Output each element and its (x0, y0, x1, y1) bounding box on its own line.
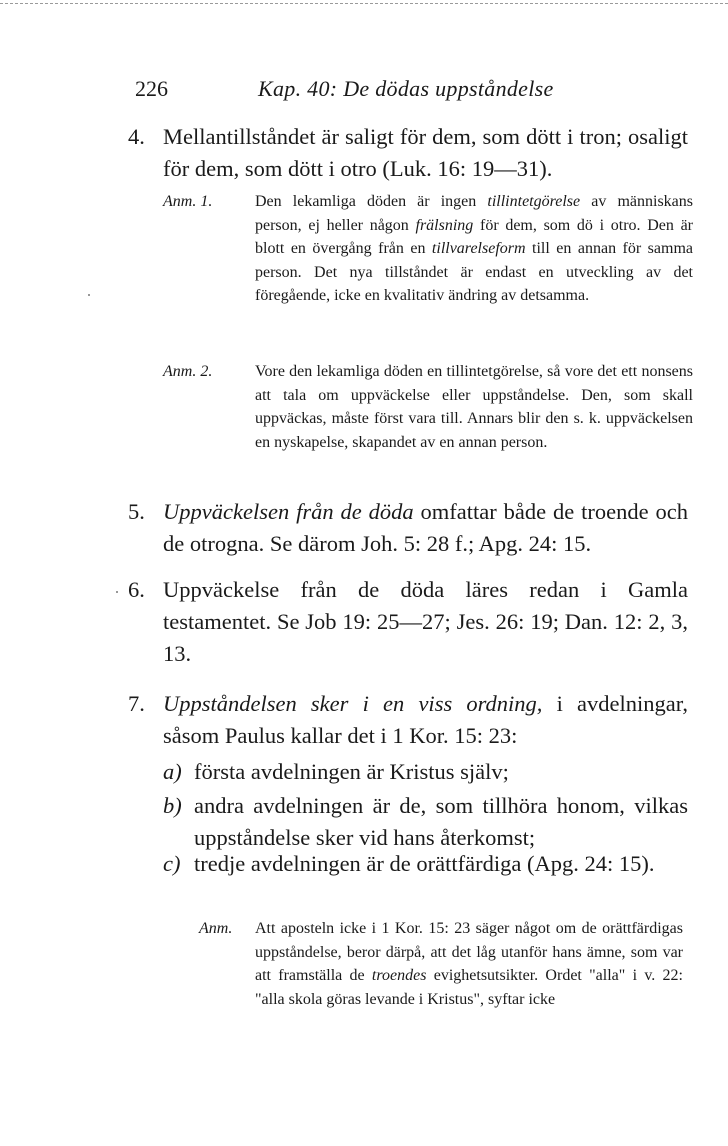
italic-text-segment: troendes (371, 967, 427, 984)
sub-item-text: första avdelningen är Kristus själv; (194, 759, 509, 784)
text-segment: i avdelningar, såsom Paulus kallar det i 1 Kor. 15: 23: (163, 691, 688, 748)
italic-text-segment: tillvarelseform (431, 240, 526, 257)
item-text (163, 574, 688, 670)
text-segment: Den lekamliga döden är ingen (255, 193, 488, 210)
note-anm-final (199, 917, 683, 1011)
note-text (255, 917, 683, 1011)
item-text (163, 496, 688, 560)
text-segment: Mellantillståndet är saligt för dem, som dött i tron; osaligt för dem, som dött i otro (Luk. 16: 19—31). (163, 124, 688, 181)
sub-item-label: a) (163, 759, 182, 784)
sub-item-label: c) (163, 851, 181, 876)
item-number: 5. (128, 499, 145, 524)
text-segment: Vore den lekamliga döden en tillintetgörelse, så vore det ett nonsens att tala om uppväckelse eller uppståndelse. Den, som skall uppväckas, måste först vara till. Annars blir den s. k. uppväckelsen en nyskapelse, skapandet av en annan person. (255, 363, 693, 451)
running-title: Kap. 40: De dödas uppståndelse (258, 76, 554, 101)
item-text (163, 121, 688, 185)
note-text (255, 190, 693, 308)
item-number: 4. (128, 124, 145, 149)
list-item-5 (128, 496, 688, 560)
text-segment: evighetsutsikter. Ordet "alla" i v. 22: "alla skola göras levande i Kristus", syftar icke (255, 967, 684, 1008)
list-item-7 (128, 688, 688, 752)
text-segment: för dem, som dö i otro. Den är blott en övergång från en (255, 216, 693, 257)
page-number: 226 (135, 76, 168, 101)
scan-speck (116, 591, 118, 593)
italic-text-segment: Uppståndelsen sker i en viss ordning, (163, 691, 543, 716)
sub-item-b (163, 790, 688, 854)
italic-text-segment: frälsning (415, 216, 474, 234)
text-segment: till en annan för samma person. Det nya tillståndet är endast en utveckling av det föregående, icke en kvalitativ ändring av detsamma. (255, 240, 693, 304)
list-item-4 (128, 121, 688, 185)
note-label: Anm. (199, 920, 233, 937)
italic-text-segment: tillintetgörelse (487, 193, 581, 210)
item-number: 6. (128, 577, 145, 602)
note-label: Anm. 1. (163, 193, 213, 210)
item-text (163, 688, 688, 752)
item-number: 7. (128, 691, 145, 716)
sub-item-text: andra avdelningen är de, som tillhöra honom, vilkas uppståndelse sker vid hans återkomst; (194, 793, 688, 850)
sub-item-label: b) (163, 793, 182, 818)
sub-item-c (163, 848, 688, 880)
text-segment: omfattar både de troende och de otrogna. Se därom Joh. 5: 28 f.; Apg. 24: 15. (163, 499, 688, 556)
sub-item-a (163, 756, 688, 788)
sub-item-text: tredje avdelningen är de orättfärdiga (Apg. 24: 15). (194, 851, 655, 876)
scan-edge-line (0, 3, 728, 4)
text-segment: av människans person, ej heller någon (255, 193, 693, 234)
list-item-6 (128, 574, 688, 670)
note-anm-1 (163, 190, 693, 308)
note-text (255, 360, 693, 454)
text-segment: Uppväckelse från de döda läres redan i Gamla testamentet. Se Job 19: 25—27; Jes. 26: 19; Dan. 12: 2, 3, 13. (163, 577, 688, 666)
italic-text-segment: Uppväckelsen från de döda (163, 499, 414, 524)
note-anm-2 (163, 360, 693, 454)
scan-speck (88, 294, 90, 296)
note-label: Anm. 2. (163, 363, 213, 380)
text-segment: Att aposteln icke i 1 Kor. 15: 23 säger något om de orättfärdigas uppståndelse, beror därpå, att det låg utanför hans ämne, som var att framställa de (255, 920, 683, 984)
